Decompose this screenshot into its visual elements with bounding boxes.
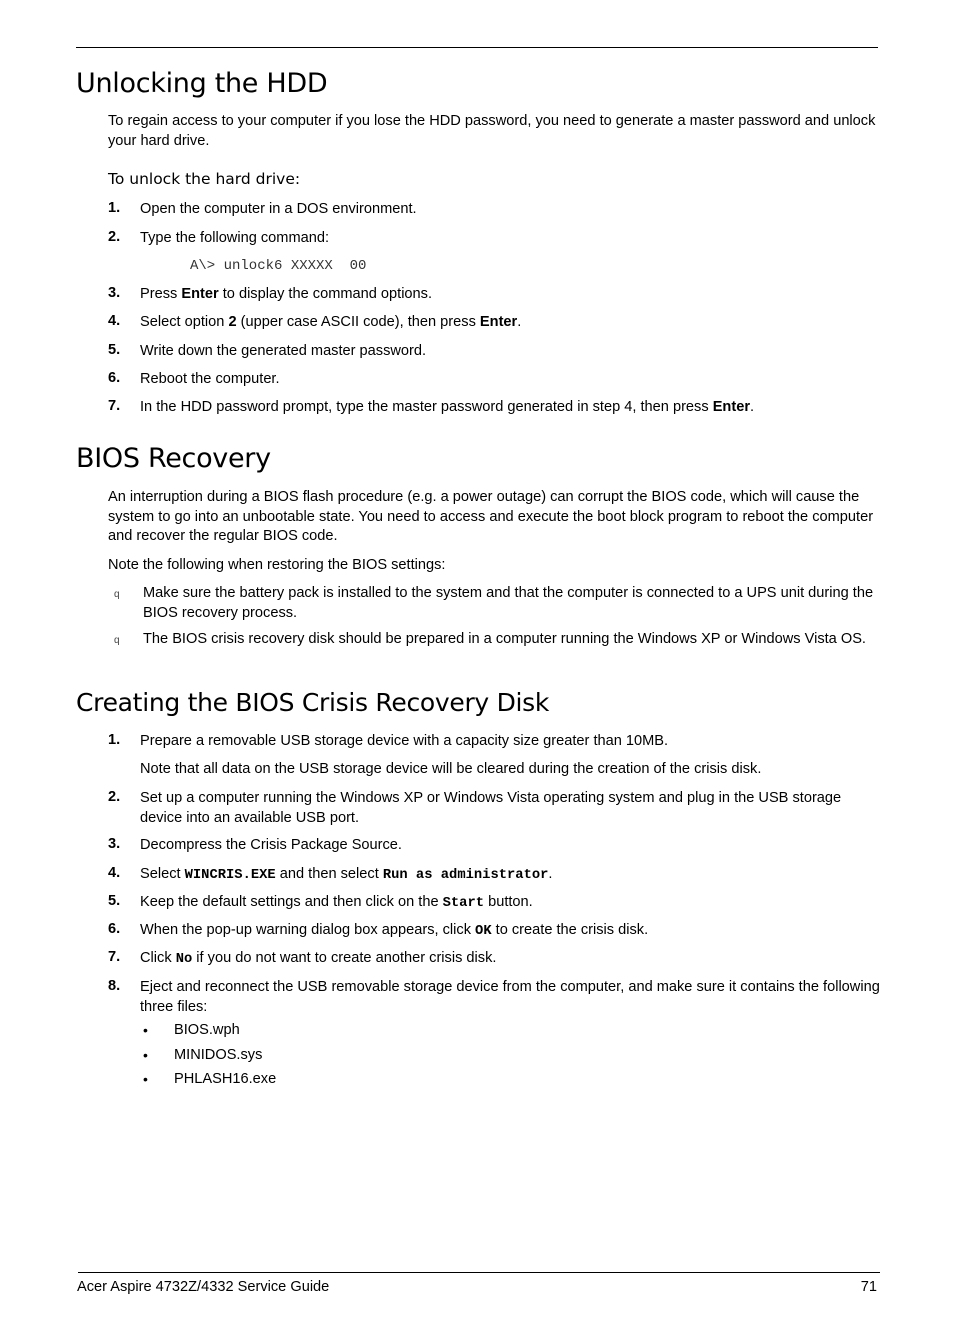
- file-item: PHLASH16.exe: [174, 1071, 277, 1087]
- step-number: 2.: [108, 789, 121, 805]
- step-number: 6.: [108, 370, 121, 386]
- footer-rule: [78, 1272, 880, 1273]
- step-number: 2.: [108, 229, 121, 245]
- step-number: 4.: [108, 313, 121, 329]
- bullet-icon: q: [114, 635, 120, 646]
- step-number: 1.: [108, 732, 121, 748]
- bios-recovery-intro: An interruption during a BIOS flash procedure (e.g. a power outage) can corrupt the BIOS code, which will cause the system to go into an unbootable state. You need to access and execute the boot block program to reboot the computer and recover the regular BIOS code.: [108, 489, 874, 544]
- page-number: 71: [860, 1279, 877, 1295]
- step-text: Write down the generated master password.: [140, 343, 427, 359]
- step-number: 8.: [108, 978, 121, 994]
- section-title-bios-recovery: BIOS Recovery: [76, 443, 271, 474]
- step-text: Press Enter to display the command options.: [140, 286, 433, 302]
- step-number: 1.: [108, 200, 121, 216]
- step-number: 7.: [108, 949, 121, 965]
- bullet-icon: •: [143, 1071, 148, 1087]
- section-title-unlocking-hdd: Unlocking the HDD: [76, 68, 328, 99]
- step-text: Open the computer in a DOS environment.: [140, 201, 417, 217]
- footer-title: Acer Aspire 4732Z/4332 Service Guide: [77, 1279, 330, 1295]
- unlock-command: A\> unlock6 XXXXX 00: [190, 258, 367, 274]
- bullet-icon: •: [143, 1047, 148, 1063]
- header-rule: [76, 47, 878, 48]
- file-item: BIOS.wph: [174, 1022, 240, 1038]
- step-number: 7.: [108, 398, 121, 414]
- step-number: 5.: [108, 893, 121, 909]
- step-text: Type the following command:: [140, 230, 330, 246]
- step-number: 4.: [108, 865, 121, 881]
- bios-bullet-text: The BIOS crisis recovery disk should be prepared in a computer running the Windows XP or Windows Vista OS.: [143, 631, 866, 647]
- unlocking-intro: To regain access to your computer if you lose the HDD password, you need to generate a master password and unlock your hard drive.: [108, 113, 876, 149]
- step-text: Select WINCRIS.EXE and then select Run as administrator.: [140, 866, 553, 883]
- step-text: Set up a computer running the Windows XP or Windows Vista operating system and plug in the USB storage device into an available USB port.: [140, 790, 842, 826]
- step-text: Keep the default settings and then click on the Start button.: [140, 894, 533, 911]
- step-text: Prepare a removable USB storage device with a capacity size greater than 10MB.: [140, 733, 669, 749]
- step-number: 3.: [108, 285, 121, 301]
- step-text: Decompress the Crisis Package Source.: [140, 837, 402, 853]
- step-text: Click No if you do not want to create another crisis disk.: [140, 950, 497, 967]
- step-text: Reboot the computer.: [140, 371, 280, 387]
- bios-recovery-note: Note the following when restoring the BIOS settings:: [108, 557, 446, 573]
- step-number: 5.: [108, 342, 121, 358]
- step-text: Eject and reconnect the USB removable storage device from the computer, and make sure it contains the following three files:: [140, 979, 880, 1015]
- bios-bullet-text: Make sure the battery pack is installed to the system and that the computer is connected to a UPS unit during the BIOS recovery process.: [143, 585, 874, 621]
- step-text: When the pop-up warning dialog box appears, click OK to create the crisis disk.: [140, 922, 649, 939]
- section-title-crisis-disk: Creating the BIOS Crisis Recovery Disk: [76, 688, 550, 717]
- step-number: 6.: [108, 921, 121, 937]
- bullet-icon: •: [143, 1022, 148, 1038]
- step-text: In the HDD password prompt, type the master password generated in step 4, then press Enter.: [140, 399, 755, 415]
- unlock-subheading: To unlock the hard drive:: [108, 170, 301, 188]
- step-note: Note that all data on the USB storage device will be cleared during the creation of the crisis disk.: [140, 761, 762, 777]
- file-item: MINIDOS.sys: [174, 1047, 263, 1063]
- step-number: 3.: [108, 836, 121, 852]
- bullet-icon: q: [114, 589, 120, 600]
- step-text: Select option 2 (upper case ASCII code), then press Enter.: [140, 314, 522, 330]
